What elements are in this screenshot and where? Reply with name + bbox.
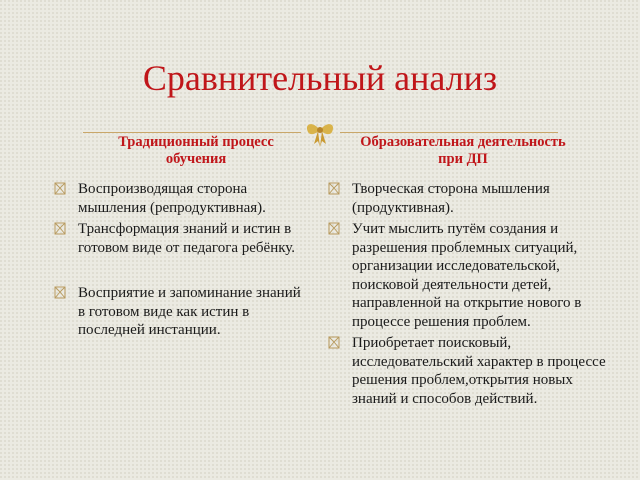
bullet-icon [328, 222, 340, 235]
bullet-icon [54, 286, 66, 299]
list-item [54, 220, 304, 257]
list-item [54, 180, 304, 217]
list-item-text: Творческая сторона мышления (продуктивная). [352, 181, 550, 216]
list-item [328, 180, 613, 217]
bullet-icon [328, 182, 340, 195]
divider-right [340, 132, 558, 133]
list-item-text: Приобретает поисковый, исследовательский характер в процессе решения проблем,открытия новых знаний и способов действий. [352, 335, 606, 407]
list-item-text: Воспроизводящая сторона мышления (репродуктивная). [78, 181, 266, 216]
column-heading-project: Образовательная деятельность при ДП [360, 134, 566, 167]
list-item [328, 220, 613, 331]
traditional-list [54, 180, 304, 340]
list-item-text: Учит мыслить путём создания и разрешения проблемных ситуаций, организации исследовательской, поисковой деятельности детей, направленной на открытие нового в процессе решения проблем. [352, 221, 582, 330]
project-list [328, 180, 613, 408]
bullet-icon [54, 182, 66, 195]
list-item [328, 334, 613, 408]
column-heading-traditional: Традиционный процесс обучения [118, 134, 274, 167]
list-item-text: Восприятие и запоминание знаний в готовом виде как истин в последней инстанции. [78, 285, 301, 338]
divider-left [83, 132, 301, 133]
list-item [54, 284, 304, 340]
bow-ornament-icon [300, 116, 340, 156]
slide-title: Сравнительный анализ [142, 58, 498, 98]
bullet-icon [54, 222, 66, 235]
bullet-icon [328, 336, 340, 349]
list-item-text: Трансформация знаний и истин в готовом виде от педагога ребёнку. [78, 221, 296, 256]
